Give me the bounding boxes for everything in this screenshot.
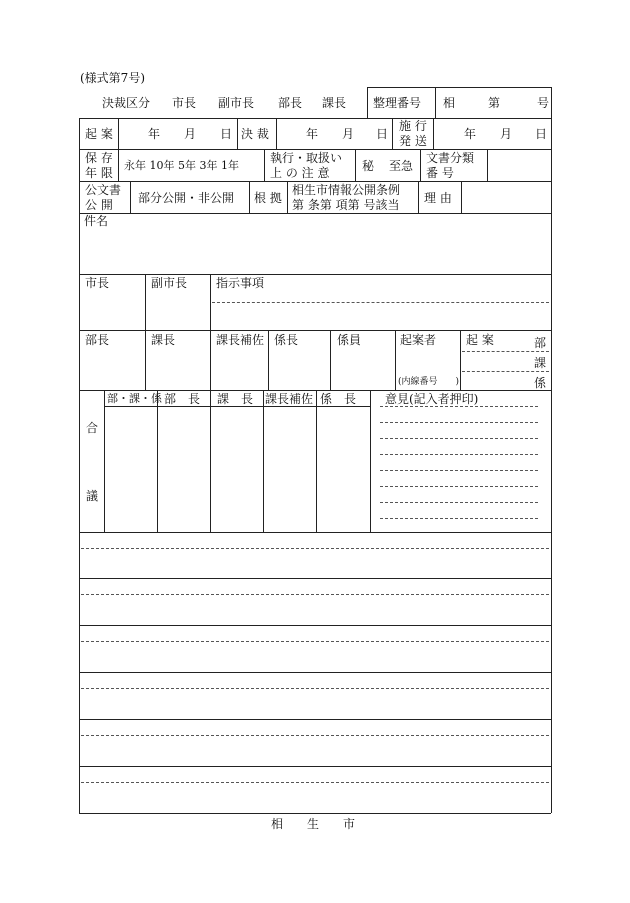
kian-year: 年 <box>148 127 161 141</box>
drafter-kian-label: 起 案 <box>466 333 494 347</box>
shikko-label-2: 上 の 注 意 <box>270 166 330 180</box>
urgent-label: 至急 <box>389 159 414 173</box>
bunrui-label-2: 番 号 <box>426 166 454 180</box>
staff-assistant: 課長補佐 <box>216 333 265 347</box>
drafter-kakari: 係 <box>534 376 547 390</box>
ordinance-line-1: 相生市情報公開条例 <box>292 183 401 197</box>
kessai-month: 月 <box>342 127 355 141</box>
disclosure-options: 部分公開・非公開 <box>138 191 235 205</box>
shiko-label: 施 行 <box>399 119 427 133</box>
subject-label: 件名 <box>84 214 109 228</box>
ref-number-go: 号 <box>537 96 550 110</box>
opinion-label: 意見(記入者押印) <box>385 392 479 406</box>
koukai-label-1: 公文書 <box>85 183 122 197</box>
instruction-label: 指示事項 <box>216 276 265 290</box>
ref-number-dai: 第 <box>488 96 501 110</box>
koukai-label-2: 公 開 <box>85 198 113 212</box>
drafter-label: 起案者 <box>400 333 437 347</box>
ref-number-label: 整理番号 <box>373 96 422 110</box>
shiko-day: 日 <box>535 127 548 141</box>
kian-label: 起 案 <box>85 127 113 141</box>
ref-number-prefix: 相 <box>443 96 456 110</box>
instruction-vice-mayor: 副市長 <box>151 276 188 290</box>
kessai-year: 年 <box>306 127 319 141</box>
consult-label-top: 合 <box>86 421 99 435</box>
hasso-label: 発 送 <box>399 134 427 148</box>
approval-dept-head: 部長 <box>278 96 303 110</box>
ordinance-line-2: 第 条第 項第 号該当 <box>292 198 400 212</box>
consult-header-section-head: 課 長 <box>217 392 254 406</box>
staff-section-head: 課長 <box>151 333 176 347</box>
staff-dept-head: 部長 <box>85 333 110 347</box>
shikko-label-1: 執行・取扱い <box>270 151 343 165</box>
approval-category-label: 決裁区分 <box>102 96 151 110</box>
consult-header-dept-head: 部 長 <box>164 392 201 406</box>
consult-header-chief: 係 長 <box>320 392 357 406</box>
kessai-day: 日 <box>376 127 389 141</box>
consult-header-assistant: 課長補佐 <box>265 392 314 406</box>
bunrui-label-1: 文書分類 <box>426 151 475 165</box>
konkyo-label: 根 拠 <box>254 191 282 205</box>
consult-header-bu-ka-kakari: 部・課・係 <box>107 392 162 405</box>
approval-vice-mayor: 副市長 <box>218 96 255 110</box>
drafter-ka: 課 <box>534 356 547 370</box>
secret-label: 秘 <box>362 159 375 173</box>
hozon-label-1: 保 存 <box>85 151 113 165</box>
retention-options: 永年 10年 5年 3年 1年 <box>124 159 239 172</box>
shiko-month: 月 <box>500 127 513 141</box>
staff-chief: 係長 <box>274 333 299 347</box>
form-number: (様式第7号) <box>80 71 145 85</box>
approval-mayor: 市長 <box>172 96 197 110</box>
hozon-label-2: 年 限 <box>85 166 113 180</box>
shiko-year: 年 <box>464 127 477 141</box>
consult-label-bottom: 議 <box>86 489 99 503</box>
footer-city-name: 相 生 市 <box>271 817 356 831</box>
extension-label: (内線番号 ) <box>398 377 460 387</box>
riyu-label: 理 由 <box>424 191 452 205</box>
kian-month: 月 <box>184 127 197 141</box>
kian-day: 日 <box>220 127 233 141</box>
drafter-bu: 部 <box>534 336 547 350</box>
kessai-label: 決 裁 <box>241 127 269 141</box>
staff-member: 係員 <box>337 333 362 347</box>
approval-section-head: 課長 <box>322 96 347 110</box>
instruction-mayor: 市長 <box>85 276 110 290</box>
